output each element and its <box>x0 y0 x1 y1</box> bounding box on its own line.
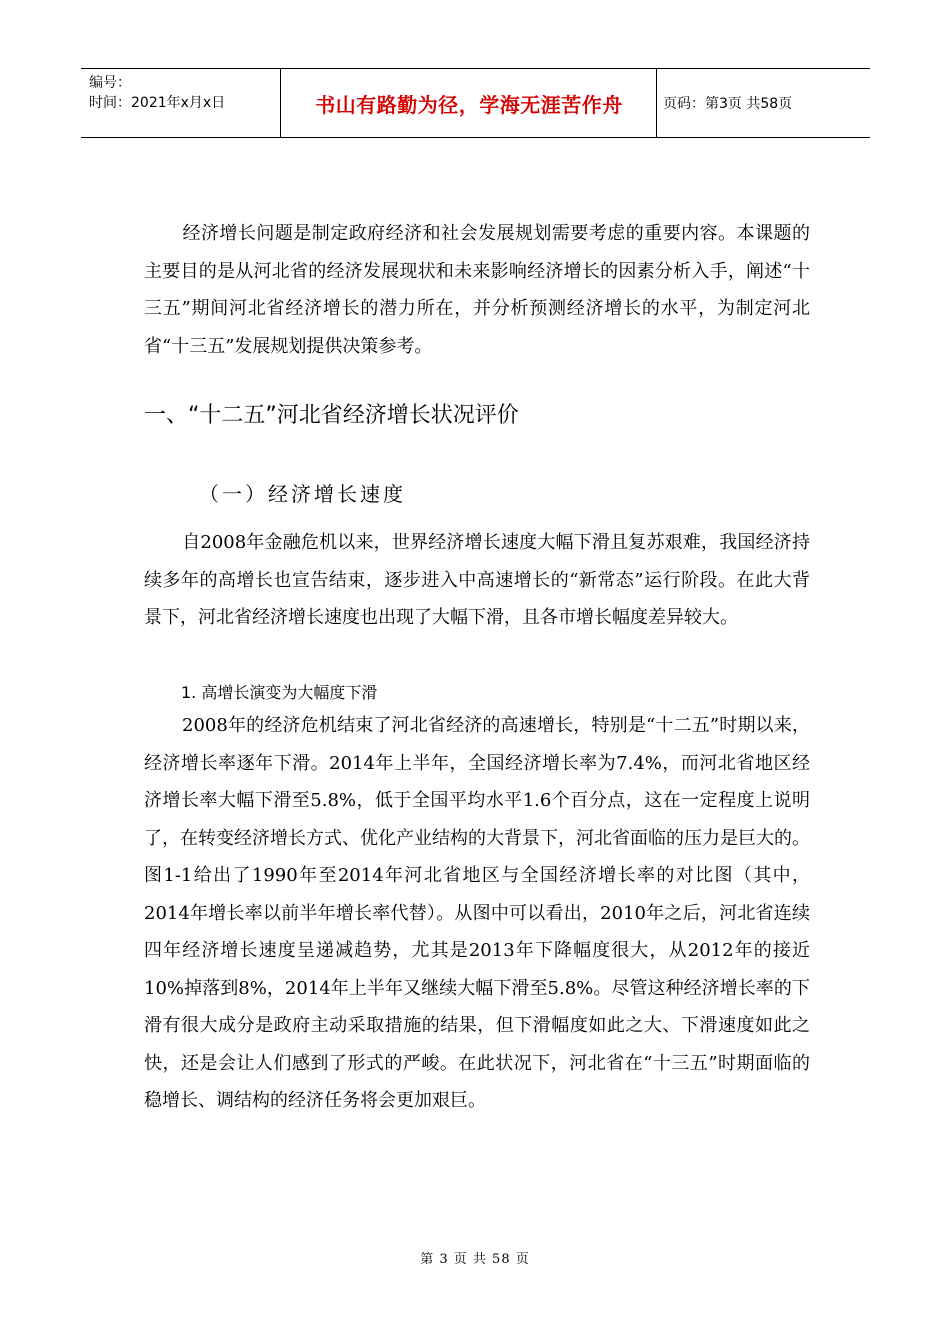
paragraph-2-text: 2008年的经济危机结束了河北省经济的高速增长，特别是“十二五”时期以来，经济增长率逐年下滑。2014年上半年，全国经济增长率为7.4%，而河北省地区经济增长率大幅下滑至5.8%，低于全国平均水平1.6个百分点，这在一定程度上说明了，在转变经济增长方式、优化产业结构的大背景下，河北省面临的压力是巨大的。图1-1给出了1990年至2014年河北省地区与全国经济增长率的对比图（其中，2014年增长率以前半年增长率代替）。从图中可以看出，2010年之后，河北省连续四年经济增长速度呈递减趋势，尤其是2013年下降幅度很大，从2012年的接近10%掉落到8%，2014年上半年又继续大幅下滑至5.8%。尽管这种经济增长率的下滑有很大成分是政府主动采取措施的结果，但下滑幅度如此之大、下滑速度如此之快，还是会让人们感到了形式的严峻。在此状况下，河北省在“十三五”时期面临的稳增长、调结构的经济任务将会更加艰巨。 <box>144 715 810 1111</box>
paragraph-1-text: 自2008年金融危机以来，世界经济增长速度大幅下滑且复苏艰难，我国经济持续多年的高增长也宣告结束，逐步进入中高速增长的“新常态”运行阶段。在此大背景下，河北省经济增长速度也出现了大幅下滑，且各市增长幅度差异较大。 <box>144 532 810 628</box>
number-label: 编号： <box>89 75 131 91</box>
paragraph-1 <box>144 524 810 637</box>
section-title: 一、“十二五”河北省经济增长状况评价 <box>144 403 519 428</box>
header-meta-cell <box>81 69 281 137</box>
sub-heading: 1. 高增长演变为大幅度下滑 <box>181 683 378 702</box>
document-header <box>81 68 870 138</box>
date-label: 时间：2021年x月x日 <box>89 95 226 111</box>
intro-paragraph <box>144 215 810 365</box>
subsection-title: （一）经济增长速度 <box>199 482 406 506</box>
intro-text: 经济增长问题是制定政府经济和社会发展规划需要考虑的重要内容。本课题的主要目的是从河北省的经济发展现状和未来影响经济增长的因素分析入手，阐述“十三五”期间河北省经济增长的潜力所在，并分析预测经济增长的水平，为制定河北省“十三五”发展规划提供决策参考。 <box>144 223 810 357</box>
header-motto: 书山有路勤为径，学海无涯苦作舟 <box>282 69 657 137</box>
paragraph-2 <box>144 707 810 1120</box>
page-footer: 第 3 页 共 58 页 <box>420 1252 530 1267</box>
header-page-info: 页码：第3页 共58页 <box>663 96 793 112</box>
